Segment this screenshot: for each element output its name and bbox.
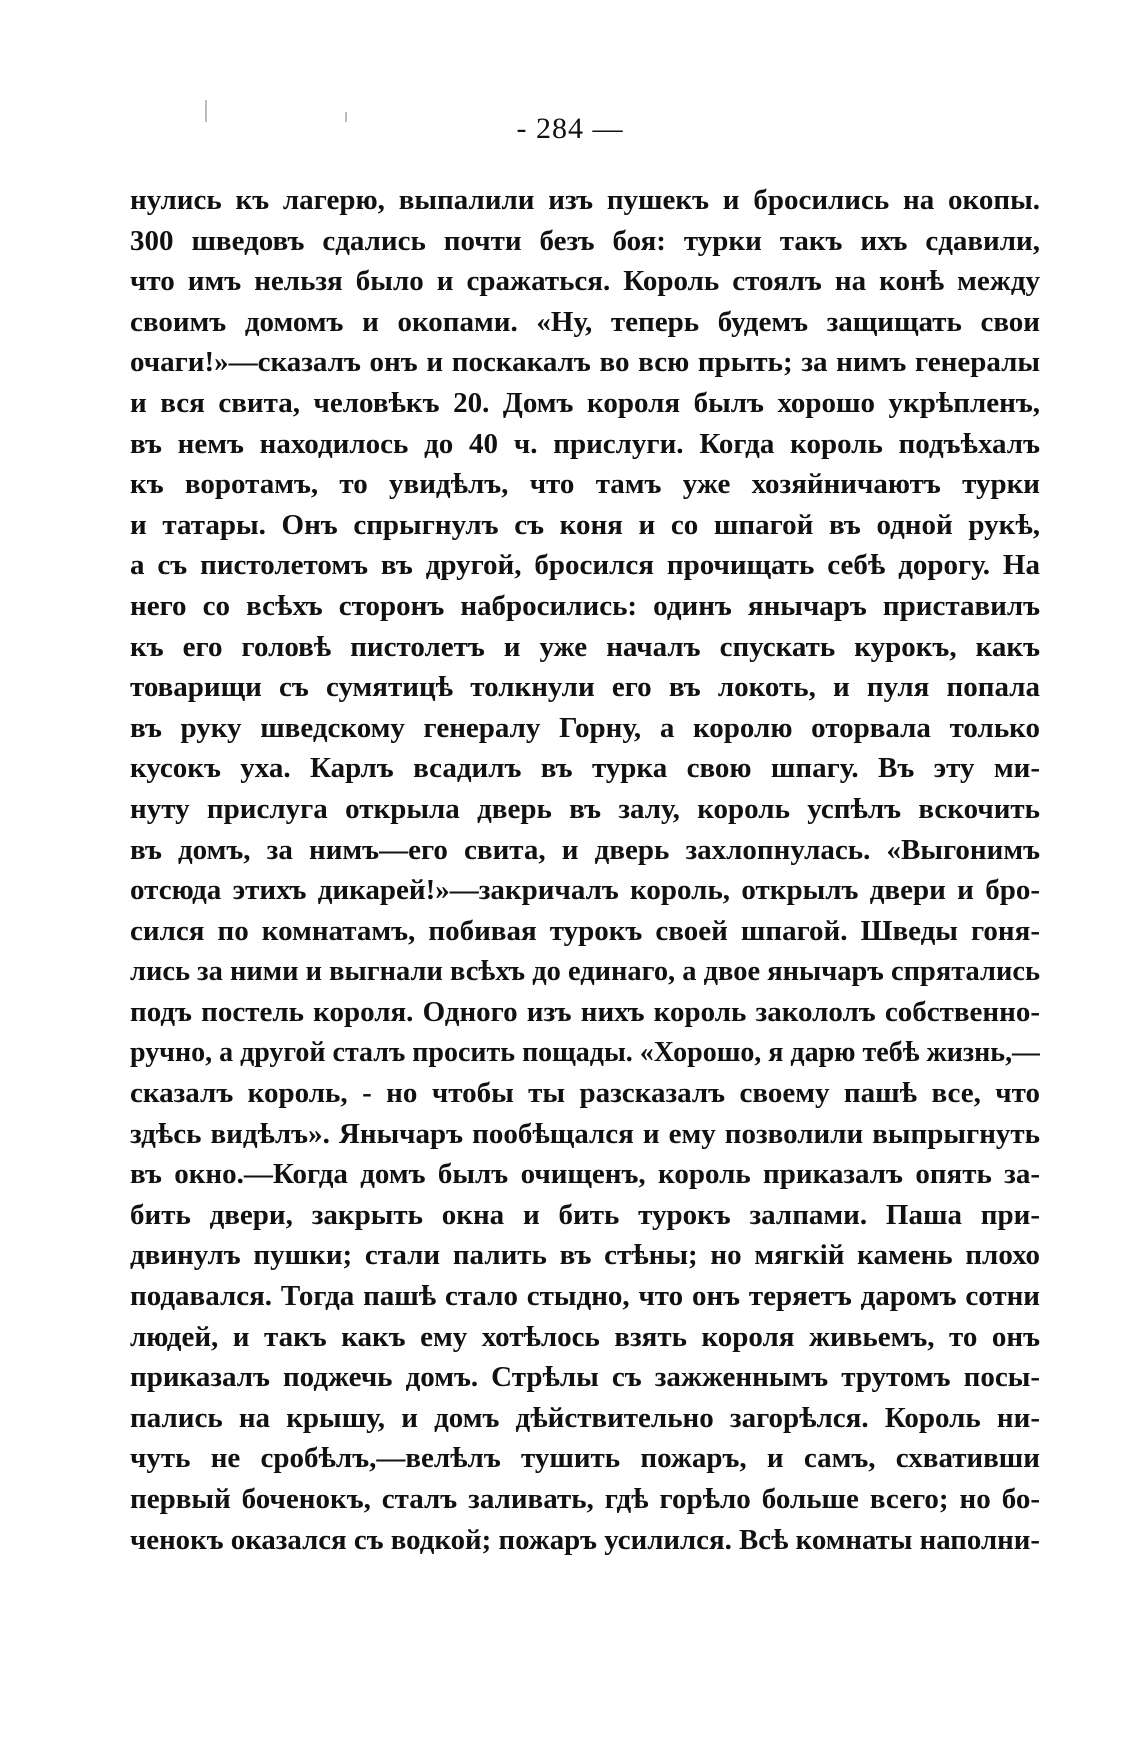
text-line: къ его головѣ пистолетъ и уже началъ спускать курокъ, какъ [130, 630, 1040, 663]
text-line: въ руку шведскому генералу Горну, а королю оторвала только [130, 711, 1040, 744]
page-number: - 284 — [516, 112, 624, 145]
text-line: двинулъ пушки; стали палить въ стѣны; но мягкій камень плохо [130, 1239, 1040, 1272]
text-line: въ окно.—Когда домъ былъ очищенъ, король приказалъ опять за- [130, 1158, 1040, 1191]
text-line: приказалъ поджечь домъ. Стрѣлы съ зажженнымъ трутомъ посы- [130, 1361, 1040, 1394]
text-line: здѣсь видѣлъ». Янычаръ пообѣщался и ему позволили выпрыгнуть [130, 1117, 1040, 1150]
text-line: отсюда этихъ дикарей!»—закричалъ король, открылъ двери и бро- [130, 874, 1040, 907]
text-line: подавался. Тогда пашѣ стало стыдно, что онъ теряетъ даромъ сотни [130, 1280, 1040, 1313]
text-line: кусокъ уха. Карлъ всадилъ въ турка свою шпагу. Въ эту ми- [130, 752, 1040, 785]
text-line: нуту прислуга открыла дверь въ залу, король успѣлъ вскочить [130, 792, 1040, 825]
text-line: сказалъ король, - но чтобы ты разсказалъ своему пашѣ все, что [130, 1077, 1040, 1110]
text-line: въ немъ находилось до 40 ч. прислуги. Когда король подъѣхалъ [130, 427, 1040, 460]
text-line: него со всѣхъ сторонъ набросились: одинъ янычаръ приставилъ [130, 589, 1040, 622]
text-line: первый боченокъ, сталъ заливать, гдѣ горѣло больше всего; но бо- [130, 1483, 1040, 1515]
text-line: и вся свита, человѣкъ 20. Домъ короля былъ хорошо укрѣпленъ, [130, 386, 1040, 419]
text-line: сился по комнатамъ, побивая турокъ своей шпагой. Шведы гоня- [130, 914, 1040, 947]
text-line: а съ пистолетомъ въ другой, бросился прочищать себѣ дорогу. На [130, 549, 1040, 582]
text-line: что имъ нельзя было и сражаться. Король стоялъ на конѣ между [130, 265, 1040, 298]
text-line: лись за ними и выгнали всѣхъ до единаго, а двое янычаръ спрятались [130, 955, 1040, 988]
text-line: бить двери, закрыть окна и бить турокъ залпами. Паша при- [130, 1198, 1040, 1231]
text-line: очаги!»—сказалъ онъ и поскакалъ во всю прыть; за нимъ генералы [130, 346, 1040, 379]
text-line: въ домъ, за нимъ—его свита, и дверь захлопнулась. «Выгонимъ [130, 833, 1040, 866]
text-line: и татары. Онъ спрыгнулъ съ коня и со шпагой въ одной рукѣ, [130, 508, 1040, 541]
body-text [130, 180, 1040, 1560]
text-line: 300 шведовъ сдались почти безъ боя: турки такъ ихъ сдавили, [130, 224, 1040, 257]
text-line: подъ постель короля. Одного изъ нихъ король закололъ собственно- [130, 995, 1040, 1028]
text-line: пались на крышу, и домъ дѣйствительно загорѣлся. Король ни- [130, 1401, 1040, 1434]
text-line: ручно, а другой сталъ просить пощады. «Хорошо, я дарю тебѣ жизнь,— [130, 1036, 1040, 1069]
text-line: ченокъ оказался съ водкой; пожаръ усилился. Всѣ комнаты наполни- [130, 1523, 1040, 1556]
text-line: своимъ домомъ и окопами. «Ну, теперь будемъ защищать свои [130, 305, 1040, 338]
text-line: чуть не сробѣлъ,—велѣлъ тушить пожаръ, и самъ, схвативши [130, 1442, 1040, 1475]
text-line: нулись къ лагерю, выпалили изъ пушекъ и бросились на окопы. [130, 184, 1040, 216]
text-line: товарищи съ сумятицѣ толкнули его въ локоть, и пуля попала [130, 671, 1040, 704]
text-line: людей, и такъ какъ ему хотѣлось взять короля живьемъ, то онъ [130, 1320, 1040, 1353]
text-line: къ воротамъ, то увидѣлъ, что тамъ уже хозяйничаютъ турки [130, 468, 1040, 501]
